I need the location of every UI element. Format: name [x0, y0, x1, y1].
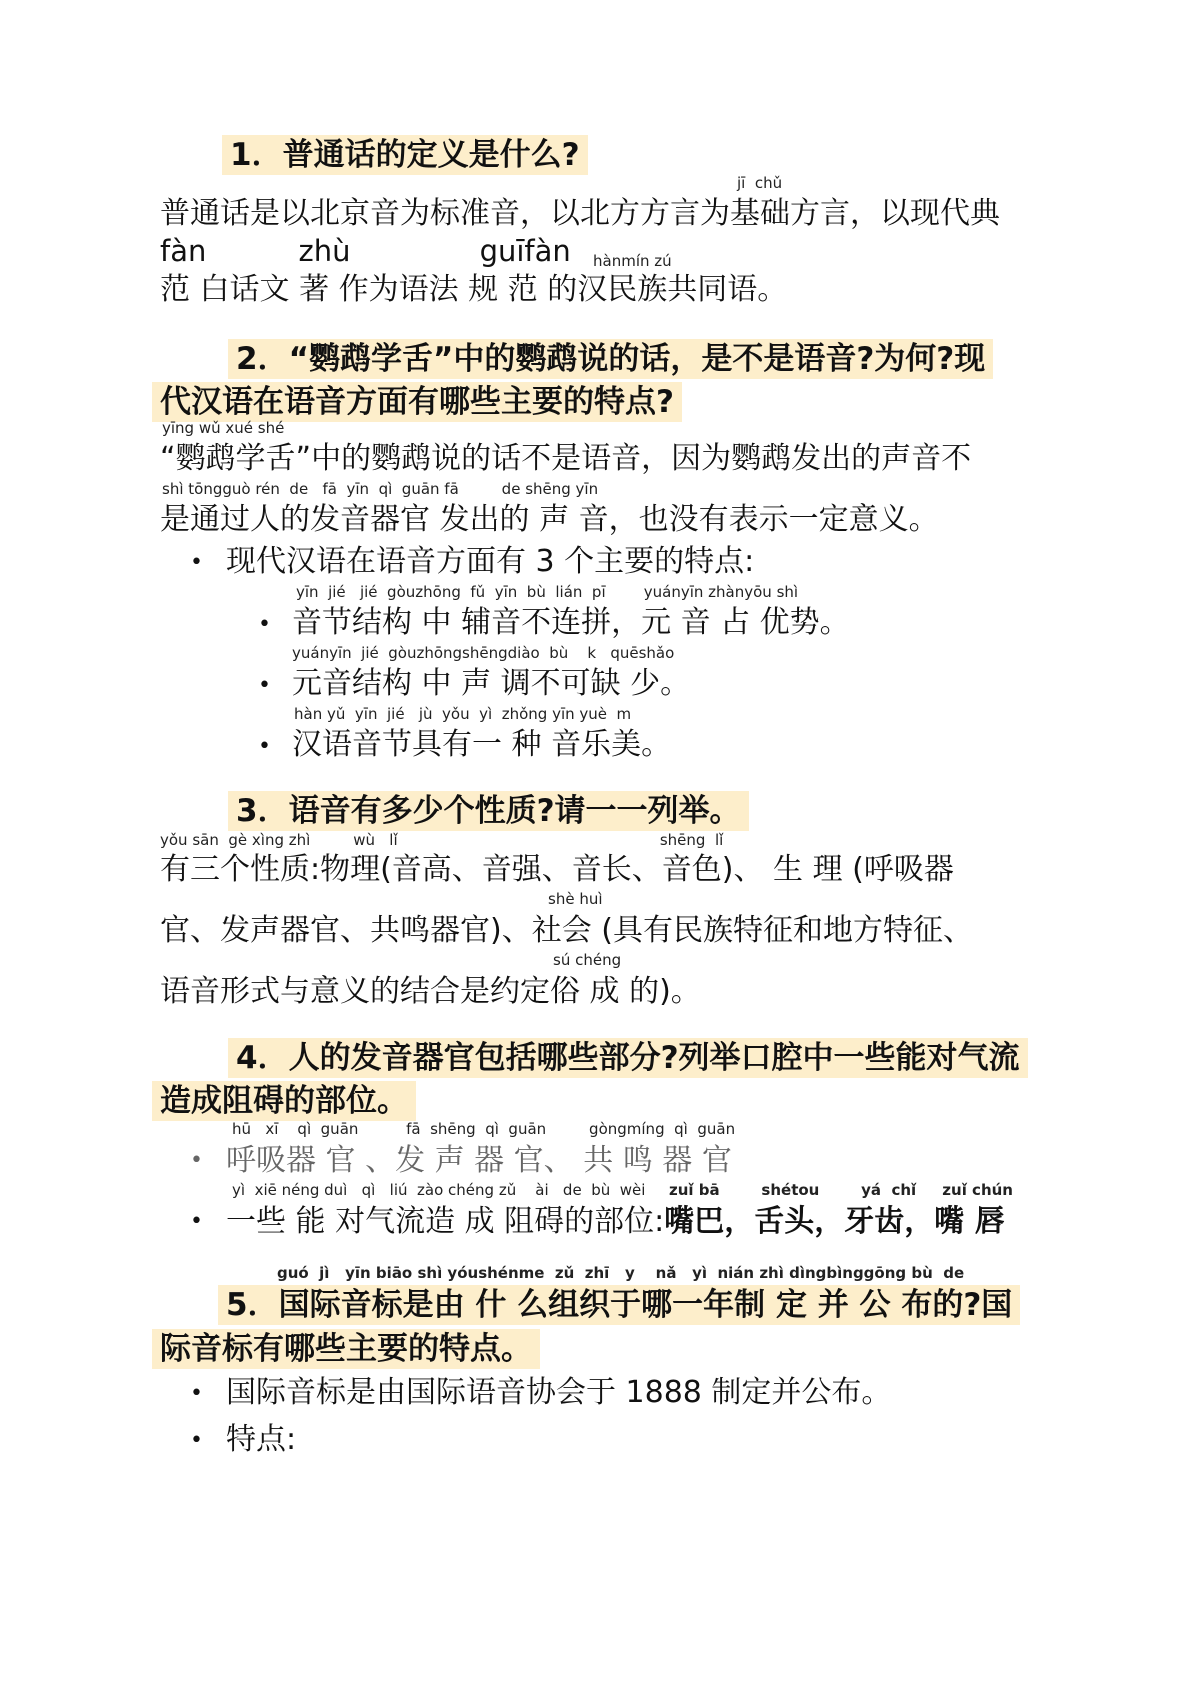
q2-title-2: 代汉语在语音方面有哪些主要的特点? — [152, 381, 682, 423]
q4-bullet-1: 呼吸器 官 、发 声 器 官、 共 鸣 器 官 — [226, 1143, 732, 1178]
q3-line-1: 有三个性质:物理(音高、音强、音长、音色)、 生 理 (呼吸器 — [160, 852, 954, 887]
q4-pinyin-1: hū xī qì guān fā shēng qì guān gòngmíng qì guān — [232, 1120, 736, 1138]
bullet-icon: • — [190, 1209, 203, 1234]
q4-pinyin-2-bold: zuǐ bā shétou yá chǐ zuǐ chún — [669, 1181, 1013, 1199]
bullet-icon: • — [258, 734, 271, 759]
q5-bullet-1: 国际音标是由国际语音协会于 1888 制定并公布。 — [226, 1375, 892, 1410]
q1-line-1: 普通话是以北京音为标准音，以北方方言为基础方言，以现代典 — [160, 196, 1000, 231]
q5-pinyin: guó jì yīn biāo shì yóushénme zǔ zhī y nǎ yì nián zhì dìngbìnggōng bù de — [277, 1264, 965, 1282]
q3-line-2: 官、发声器官、共鸣器官)、社会 (具有民族特征和地方特征、 — [160, 913, 973, 948]
bullet-icon: • — [258, 673, 271, 698]
q4-bullet-2-bold: 嘴巴，舌头，牙齿，嘴 唇 — [664, 1204, 1005, 1239]
q3-pinyin-1: yǒu sān gè xìng zhì wù lǐ shēng lǐ — [160, 831, 724, 849]
q4-title-1: 4．人的发音器官包括哪些部分?列举口腔中一些能对气流 — [228, 1037, 1028, 1079]
q2-pinyin-2: shì tōngguò rén de fā yīn qì guān fā de shēng yīn — [162, 480, 599, 498]
q1-line-2: 范 白话文 著 作为语法 规 范 的汉民族共同语。 — [160, 272, 788, 307]
q2-sub-1: 音节结构 中 辅音不连拼，元 音 占 优势。 — [292, 605, 850, 640]
q2-title-1: 2．“鹦鹉学舌”中的鹦鹉说的话，是不是语音?为何?现 — [228, 338, 993, 380]
q2-pinyin-1: yīng wǔ xué shé — [162, 419, 285, 437]
bullet-icon: • — [190, 1381, 203, 1406]
q2-bullet: 现代汉语在语音方面有 3 个主要的特点: — [226, 544, 755, 579]
q1-title: 1．普通话的定义是什么? — [222, 134, 588, 176]
q2-line-1: “鹦鹉学舌”中的鹦鹉说的话不是语音，因为鹦鹉发出的声音不 — [160, 441, 972, 476]
q5-bullet-2: 特点: — [226, 1422, 297, 1457]
q2-sub-pinyin-2: yuányīn jié gòuzhōngshēngdiào bù k quēshǎo — [292, 644, 675, 662]
q2-sub-pinyin-1: yīn jié jié gòuzhōng fǔ yīn bù lián pī yuányīn zhànyōu shì — [296, 583, 799, 601]
q3-pinyin-3: sú chéng — [553, 951, 622, 969]
q2-sub-pinyin-3: hàn yǔ yīn jié jù yǒu yì zhǒng yīn yuè m — [294, 705, 632, 723]
bullet-icon: • — [190, 1428, 203, 1453]
q2-line-2: 是通过人的发音器官 发出的 声 音，也没有表示一定意义。 — [160, 502, 939, 537]
q5-title-1: 5．国际音标是由 什 么组织于哪一年制 定 并 公 布的?国 — [218, 1284, 1020, 1326]
q2-sub-3: 汉语音节具有一 种 音乐美。 — [292, 727, 672, 762]
q5-title-2: 际音标有哪些主要的特点。 — [152, 1328, 540, 1370]
q3-title: 3．语音有多少个性质?请一一列举。 — [228, 790, 749, 832]
bullet-icon: • — [258, 612, 271, 637]
q1-pinyin-big: fàn zhù guīfàn — [160, 234, 571, 268]
q3-pinyin-2: shè huì — [548, 890, 603, 908]
q4-title-2: 造成阻碍的部位。 — [152, 1080, 416, 1122]
q4-pinyin-2: yì xiē néng duì qì liú zào chéng zǔ ài de bù wèi — [232, 1181, 646, 1199]
bullet-icon: • — [190, 550, 203, 575]
q2-sub-2: 元音结构 中 声 调不可缺 少。 — [292, 666, 691, 701]
q4-bullet-2 — [226, 1202, 1005, 1242]
bullet-icon: • — [190, 1148, 203, 1173]
q3-line-3: 语音形式与意义的结合是约定俗 成 的)。 — [160, 974, 701, 1009]
q1-pinyin-small: hànmín zú — [593, 252, 672, 270]
q1-pinyin-1: jī chǔ — [737, 174, 783, 192]
q4-bullet-2-text: 一些 能 对气流造 成 阻碍的部位: — [226, 1204, 665, 1239]
